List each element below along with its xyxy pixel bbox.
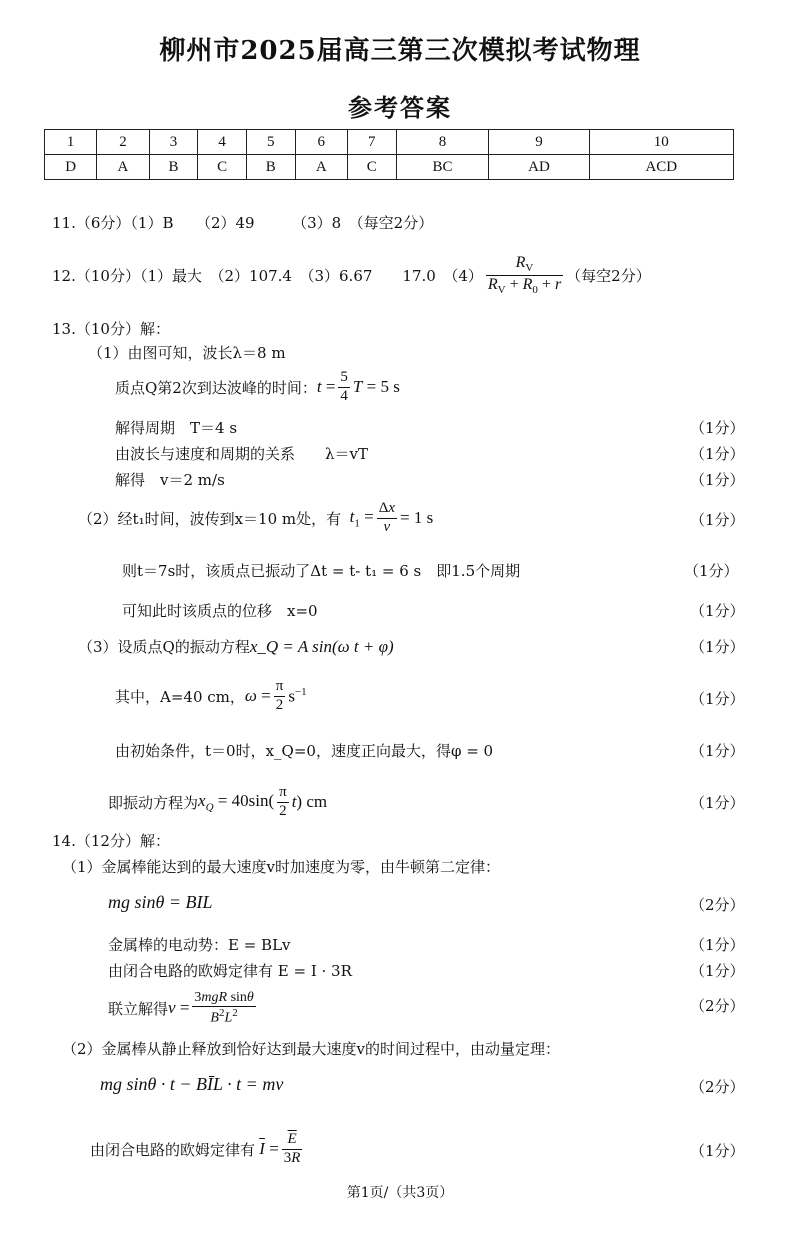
- q14-line-1: （1）金属棒能达到的最大速度v时加速度为零，由牛顿第二定律：: [62, 858, 501, 876]
- q12-frac-denominator: $R_V + R_0 + r$: [487, 275, 562, 296]
- answer-table-answer-cell: ACD: [589, 155, 733, 180]
- q13-score-11: （1分）: [690, 742, 745, 760]
- q13-head: 13.（10分）解：: [52, 320, 170, 338]
- q14-line-7: mg sinθ · t − BĪL · t = mv: [100, 1074, 284, 1094]
- answer-table-answer-cell: B: [149, 155, 198, 180]
- q13-line-3: 解得周期 T＝4 s: [115, 419, 238, 437]
- q13-frac-pi-2: $\frac{\pi}{2}$: [275, 678, 284, 713]
- q14-line-4: 由闭合电路的欧姆定律有 E = I · 3R: [108, 962, 352, 980]
- q14-line-6: （2）金属棒从静止释放到恰好达到最大速度v的时间过程中，由动量定理：: [62, 1040, 561, 1058]
- q13-line-11: 由初始条件，t＝0时，x_Q=0，速度正向最大，得φ = 0: [115, 742, 494, 760]
- q14-frac-v: $\frac{\text{3mgR sinθ}}{B^2L^2}$: [194, 989, 254, 1026]
- q13-line-1: （1）由图可知，波长λ＝8 m: [88, 344, 286, 362]
- answer-table-number-cell: 9: [489, 130, 589, 155]
- q12-line: [52, 250, 651, 300]
- q14-score-4: （1分）: [690, 962, 745, 980]
- answer-table-answer-cell: BC: [396, 155, 489, 180]
- q13-line-12: 即振动方程为 $x_Q = 40\sin$( $\frac{\pi}{2}$ t) cm: [108, 784, 328, 819]
- q12-fraction: [486, 254, 563, 297]
- q14-line-5: 联立解得 v = $\frac{\text{3mgR sinθ}}{B^2L^2}$: [108, 989, 254, 1026]
- q13-score-8: （1分）: [690, 602, 745, 620]
- q13-score-10: （1分）: [690, 690, 745, 708]
- q13-score-12: （1分）: [690, 794, 745, 812]
- q11-line: 11.（6分）（1）B （2）49 （3）8 （每空2分）: [52, 214, 434, 232]
- q13-score-9: （1分）: [690, 638, 745, 656]
- answer-table-number-cell: 7: [347, 130, 396, 155]
- q13-score-6: （1分）: [690, 511, 745, 529]
- q12-frac-numerator: $R_V$: [515, 253, 534, 274]
- answer-table-number-row: [45, 130, 734, 155]
- answer-table-number-cell: 3: [149, 130, 198, 155]
- answer-table-number-cell: 6: [295, 130, 347, 155]
- q14-line-8: 由闭合电路的欧姆定律有 $\overline{I}$ = $\frac{\overline{E}}{3R}$: [90, 1131, 301, 1166]
- q14-score-7: （2分）: [690, 1078, 745, 1096]
- q14-score-8: （1分）: [690, 1142, 745, 1160]
- q13-line-10: 其中，A=40 cm， ω = $\frac{\pi}{2}$ $s^{-1}$: [115, 678, 307, 713]
- answer-table-answer-cell: B: [246, 155, 295, 180]
- answer-table-number-cell: 10: [589, 130, 733, 155]
- q14-score-2: （2分）: [690, 896, 745, 914]
- answer-table-answer-cell: A: [97, 155, 149, 180]
- q14-frac-i: $\frac{\overline{E}}{3R}$: [283, 1131, 301, 1166]
- q14-line-2: mg sinθ = BIL: [108, 892, 213, 912]
- q13-line-7: 则t＝7s时，该质点已振动了Δt = t- t₁ = 6 s 即1.5个周期: [122, 562, 521, 580]
- page-title: 柳州市2025届高三第三次模拟考试物理: [159, 36, 641, 66]
- q13-line-6: （2）经t₁时间，波传到x＝10 m处，有 $t_1$ = $\frac{\Delta x}{v}$ = 1 s: [78, 500, 434, 535]
- answer-table-number-cell: 4: [198, 130, 247, 155]
- q13-score-5: （1分）: [690, 471, 745, 489]
- q14-score-5: （2分）: [690, 997, 745, 1015]
- answer-table-answer-cell: C: [198, 155, 247, 180]
- q13-line-5: 解得 v＝2 m/s: [115, 471, 225, 489]
- q13-line-8: 可知此时该质点的位移 x=0: [122, 602, 318, 620]
- q13-line-9: （3）设质点Q的振动方程x_Q = A sin(ω t + φ): [78, 637, 394, 656]
- answer-table-answer-cell: A: [295, 155, 347, 180]
- answer-table-answer-row: [45, 155, 734, 180]
- q14-line-3: 金属棒的电动势：E = BLv: [108, 936, 291, 954]
- q13-score-7: （1分）: [684, 562, 739, 580]
- q13-frac-5-4: $\frac{5}{4}$: [340, 369, 348, 404]
- q14-head: 14.（12分）解：: [52, 832, 170, 850]
- answer-table-number-cell: 1: [45, 130, 97, 155]
- page-footer: 第1页/（共3页）: [346, 1185, 454, 1201]
- q13-score-4: （1分）: [690, 445, 745, 463]
- answer-table: [44, 129, 734, 180]
- answer-table-answer-cell: D: [45, 155, 97, 180]
- page-subtitle: 参考答案: [348, 93, 452, 122]
- answer-table-number-cell: 2: [97, 130, 149, 155]
- q12-prefix: 12.（10分）（1）最大 （2）107.4 （3）6.67 17.0 （4）: [52, 266, 483, 285]
- answer-table-answer-cell: C: [347, 155, 396, 180]
- q13-frac-pi-2b: $\frac{\pi}{2}$: [279, 784, 287, 819]
- q13-frac-dx-v: $\frac{\Delta x}{v}$: [378, 500, 396, 535]
- q13-line-4: 由波长与速度和周期的关系 λ＝vT: [115, 445, 368, 463]
- answer-table-answer-cell: AD: [489, 155, 589, 180]
- q13-line-2: 质点Q第2次到达波峰的时间： t = $\frac{5}{4}$ T = 5 s: [115, 369, 400, 404]
- q12-suffix: （每空2分）: [566, 266, 651, 285]
- q14-score-3: （1分）: [690, 936, 745, 954]
- answer-table-number-cell: 5: [246, 130, 295, 155]
- q13-score-3: （1分）: [690, 419, 745, 437]
- answer-table-number-cell: 8: [396, 130, 489, 155]
